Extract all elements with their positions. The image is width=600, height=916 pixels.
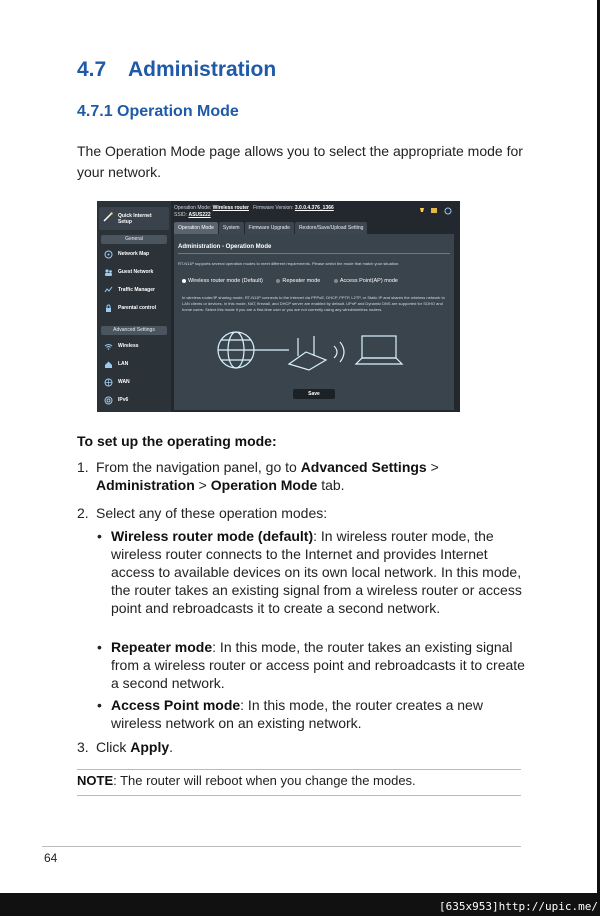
quick-setup-button — [99, 207, 169, 230]
nav-guest-network — [101, 265, 167, 280]
page-number: 64 — [44, 851, 58, 865]
nav-label: WAN — [118, 379, 130, 385]
router-ui-screenshot — [97, 201, 460, 412]
lock-icon — [104, 304, 113, 313]
intro-paragraph: The Operation Mode page allows you to select the appropriate mode for your network. — [77, 143, 523, 180]
nav-wan — [101, 375, 167, 390]
nav-lan — [101, 357, 167, 372]
operation-mode-panel — [174, 234, 454, 410]
bullet-term: Access Point mode — [111, 697, 241, 713]
nav-label: Guest Network — [118, 269, 154, 275]
ipv6-icon — [104, 396, 113, 405]
radio-repeater — [276, 278, 326, 284]
screenshot-status-bar — [174, 205, 456, 219]
step-text: Select any of these operation modes: — [96, 505, 328, 521]
radio-label: Wireless router mode (Default) — [188, 278, 263, 284]
bulb-icon — [420, 208, 424, 212]
op-mode-label: Operation Mode: — [174, 205, 212, 211]
status-line-1 — [174, 205, 456, 212]
bullet-term: Wireless router mode (default) — [111, 528, 314, 544]
radio-label: Access Point(AP) mode — [339, 278, 398, 284]
step-number: 2. — [77, 505, 89, 521]
tab-firmware-upgrade: Firmware Upgrade — [245, 222, 294, 234]
menu-operation-mode: Operation Mode — [210, 477, 318, 493]
radio-access-point — [334, 278, 404, 284]
bullet-access-point — [97, 696, 525, 732]
step-text: Click Apply. — [96, 739, 174, 755]
step-1 — [77, 458, 517, 494]
steps-heading: To set up the operating mode: — [77, 433, 277, 449]
image-host-stamp: [635x953]http://upic.me/ — [439, 900, 598, 913]
panel-divider — [178, 253, 450, 254]
mode-radio-group — [182, 278, 410, 284]
general-header: General — [101, 235, 167, 244]
router-icon — [289, 352, 326, 370]
nav-label: IPv6 — [118, 397, 129, 403]
network-status-icon — [445, 208, 451, 214]
note-label: NOTE — [77, 773, 114, 788]
nav-label: Parental control — [118, 305, 157, 311]
bullet-desc: : In this mode, the router takes an existing signal from a wireless router or access point and rebroadcasts it to create a second network. — [111, 639, 525, 691]
step-3 — [77, 738, 517, 756]
tab-restore-save-upload: Restore/Save/Upload Setting — [295, 222, 367, 234]
network-diagram-illustration — [214, 326, 414, 376]
screenshot-sidebar — [97, 201, 171, 412]
note-top-rule — [77, 769, 521, 770]
section-heading — [77, 58, 276, 82]
radio-wireless-router — [182, 278, 269, 284]
advanced-header: Advanced Settings — [101, 326, 167, 335]
globe-icon — [104, 378, 113, 387]
bullet-repeater — [97, 638, 525, 692]
bullet-wireless-router — [97, 527, 525, 617]
quick-setup-label: Quick Internet Setup — [118, 213, 152, 225]
radio-label: Repeater mode — [282, 278, 321, 284]
tab-system: System — [219, 222, 244, 234]
traffic-icon — [104, 286, 113, 295]
usb-icon — [431, 208, 437, 213]
note-text: : The router will reboot when you change the modes. — [113, 773, 416, 788]
apply-term: Apply — [130, 739, 170, 755]
note — [77, 773, 416, 788]
bullet-dot: • — [97, 639, 102, 655]
mode-description: In wireless router/IP sharing mode, RT-N11P connects to the Internet via PPPoE, DHCP, PPTP, L2TP, or Static IP and shares the wireless network to LAN clients or devices. In this mode, NAT, firewall, and DHCP server are enabled by default. UPnP and Dynamic DNS are supported for SOHO and home users. Select this mode if you are a first-time user or you are not currently using any wired/wireless routers. — [182, 295, 445, 312]
bullet-dot: • — [97, 697, 102, 713]
nav-parental-control — [101, 301, 167, 316]
bullet-dot: • — [97, 528, 102, 544]
step-number: 3. — [77, 739, 89, 755]
footer-rule — [42, 846, 521, 847]
network-map-icon — [104, 250, 113, 259]
panel-title: Administration - Operation Mode — [178, 244, 272, 250]
nav-network-map — [101, 247, 167, 262]
step-number: 1. — [77, 459, 89, 475]
ssid-value: ASUS222 — [188, 212, 211, 218]
step-2 — [77, 504, 517, 522]
status-icons — [418, 207, 454, 217]
ssid-label: SSID: — [174, 212, 188, 218]
menu-administration: Administration — [96, 477, 195, 493]
bullet-desc: : In wireless router mode, the wireless router connects to the Internet and provides Internet access to available devices on its own local network. In this mode, the router takes an existing signal from a wireless router or access point and rebroadcasts it to create a second network. — [111, 528, 522, 616]
status-line-2 — [174, 212, 456, 219]
step-text: From the navigation panel, go to Advanced Settings > Administration > Operation Mode tab. — [96, 459, 439, 493]
panel-description: RT-N11P supports several operation modes to meet different requirements. Please select the mode that match your situation. — [178, 261, 400, 266]
nav-ipv6 — [101, 393, 167, 408]
home-icon — [104, 360, 113, 369]
nav-label: Wireless — [118, 343, 139, 349]
subsection-heading: 4.7.1 Operation Mode — [77, 103, 239, 120]
nav-traffic-manager — [101, 283, 167, 298]
nav-label: Network Map — [118, 251, 150, 257]
guest-icon — [104, 268, 113, 277]
nav-label: LAN — [118, 361, 129, 367]
tab-operation-mode: Operation Mode — [174, 222, 218, 234]
section-title: Administration — [128, 58, 277, 81]
nav-label: Traffic Manager — [118, 287, 155, 293]
note-bottom-rule — [77, 795, 521, 796]
status-icon-row — [418, 207, 454, 215]
laptop-icon — [362, 336, 396, 358]
section-number: 4.7 — [77, 58, 107, 81]
firmware-value: 3.0.0.4.376_1366 — [294, 205, 334, 211]
op-mode-value: Wireless router — [212, 205, 249, 211]
bullet-desc: : In this mode, the router creates a new wireless network on an existing network. — [111, 697, 483, 731]
screenshot-tabs — [174, 222, 368, 234]
save-button: Save — [293, 389, 335, 399]
wifi-icon — [104, 342, 113, 351]
nav-wireless — [101, 339, 167, 354]
wand-icon — [103, 212, 113, 222]
menu-advanced-settings: Advanced Settings — [300, 459, 427, 475]
bullet-term: Repeater mode — [111, 639, 213, 655]
firmware-label: Firmware Version: — [253, 205, 294, 211]
